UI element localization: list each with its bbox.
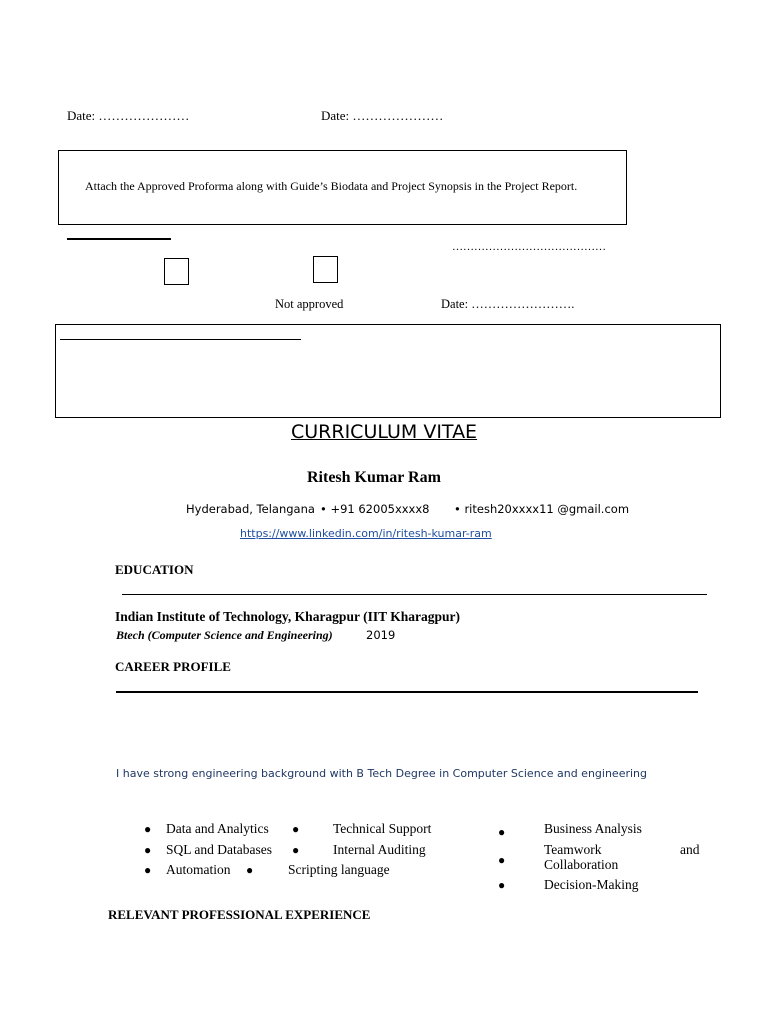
location: Hyderabad, Telangana [186, 502, 315, 516]
skill-item-continued: Collaboration [544, 857, 619, 872]
signature-dots: …………………………………… [452, 241, 606, 253]
date-bottom: Date: ……………………. [441, 297, 575, 311]
education-divider [122, 594, 707, 595]
skill-item: Teamwork [544, 842, 602, 857]
skill-item: Decision-Making [544, 877, 639, 892]
underline-blank [67, 238, 171, 240]
skill-item: SQL and Databases [166, 842, 272, 857]
linkedin-link[interactable]: https://www.linkedin.com/in/ritesh-kumar-ram [240, 527, 492, 540]
career-summary: I have strong engineering background with B Tech Degree in Computer Science and engineering [116, 767, 647, 780]
skill-item: Automation [166, 862, 231, 877]
bullet-icon: ● [144, 863, 152, 877]
approved-checkbox[interactable] [164, 258, 189, 285]
bullet-icon: ● [292, 822, 300, 836]
skill-item: Technical Support [333, 821, 432, 836]
bullet-icon: ● [144, 843, 152, 857]
bullet-icon: ● [144, 822, 152, 836]
experience-heading: RELEVANT PROFESSIONAL EXPERIENCE [108, 907, 371, 922]
instruction-text: Attach the Approved Proforma along with Guide’s Biodata and Project Synopsis in the Project Report. [85, 179, 578, 193]
email: • ritesh20xxxx11 @gmail.com [454, 502, 630, 516]
bullet-icon: ● [246, 863, 254, 877]
remarks-box [55, 324, 721, 418]
remarks-underline [60, 339, 301, 340]
bullet-icon: ● [498, 825, 506, 839]
skill-item: Business Analysis [544, 821, 642, 836]
bullet-icon: ● [498, 878, 506, 892]
date-right: Date: ………………… [321, 108, 444, 123]
instruction-box [58, 150, 627, 225]
education-heading: EDUCATION [115, 562, 194, 577]
date-left: Date: ………………… [67, 108, 190, 123]
degree: Btech (Computer Science and Engineering) [116, 628, 333, 642]
career-divider [116, 691, 698, 693]
skill-item: Data and Analytics [166, 821, 269, 836]
graduation-year: 2019 [366, 628, 396, 642]
bullet-icon: ● [498, 853, 506, 867]
skill-item: Scripting language [288, 862, 390, 877]
not-approved-checkbox[interactable] [313, 256, 338, 283]
institute-name: Indian Institute of Technology, Kharagpur (IIT Kharagpur) [115, 609, 460, 624]
candidate-name: Ritesh Kumar Ram [307, 469, 441, 486]
bullet-icon: ● [292, 843, 300, 857]
skill-item: Internal Auditing [333, 842, 426, 857]
career-heading: CAREER PROFILE [115, 659, 231, 674]
cv-title: CURRICULUM VITAE [291, 421, 478, 443]
skill-item-continued: and [680, 842, 700, 857]
not-approved-label: Not approved [275, 297, 344, 311]
phone: • +91 62005xxxx8 [320, 502, 430, 516]
